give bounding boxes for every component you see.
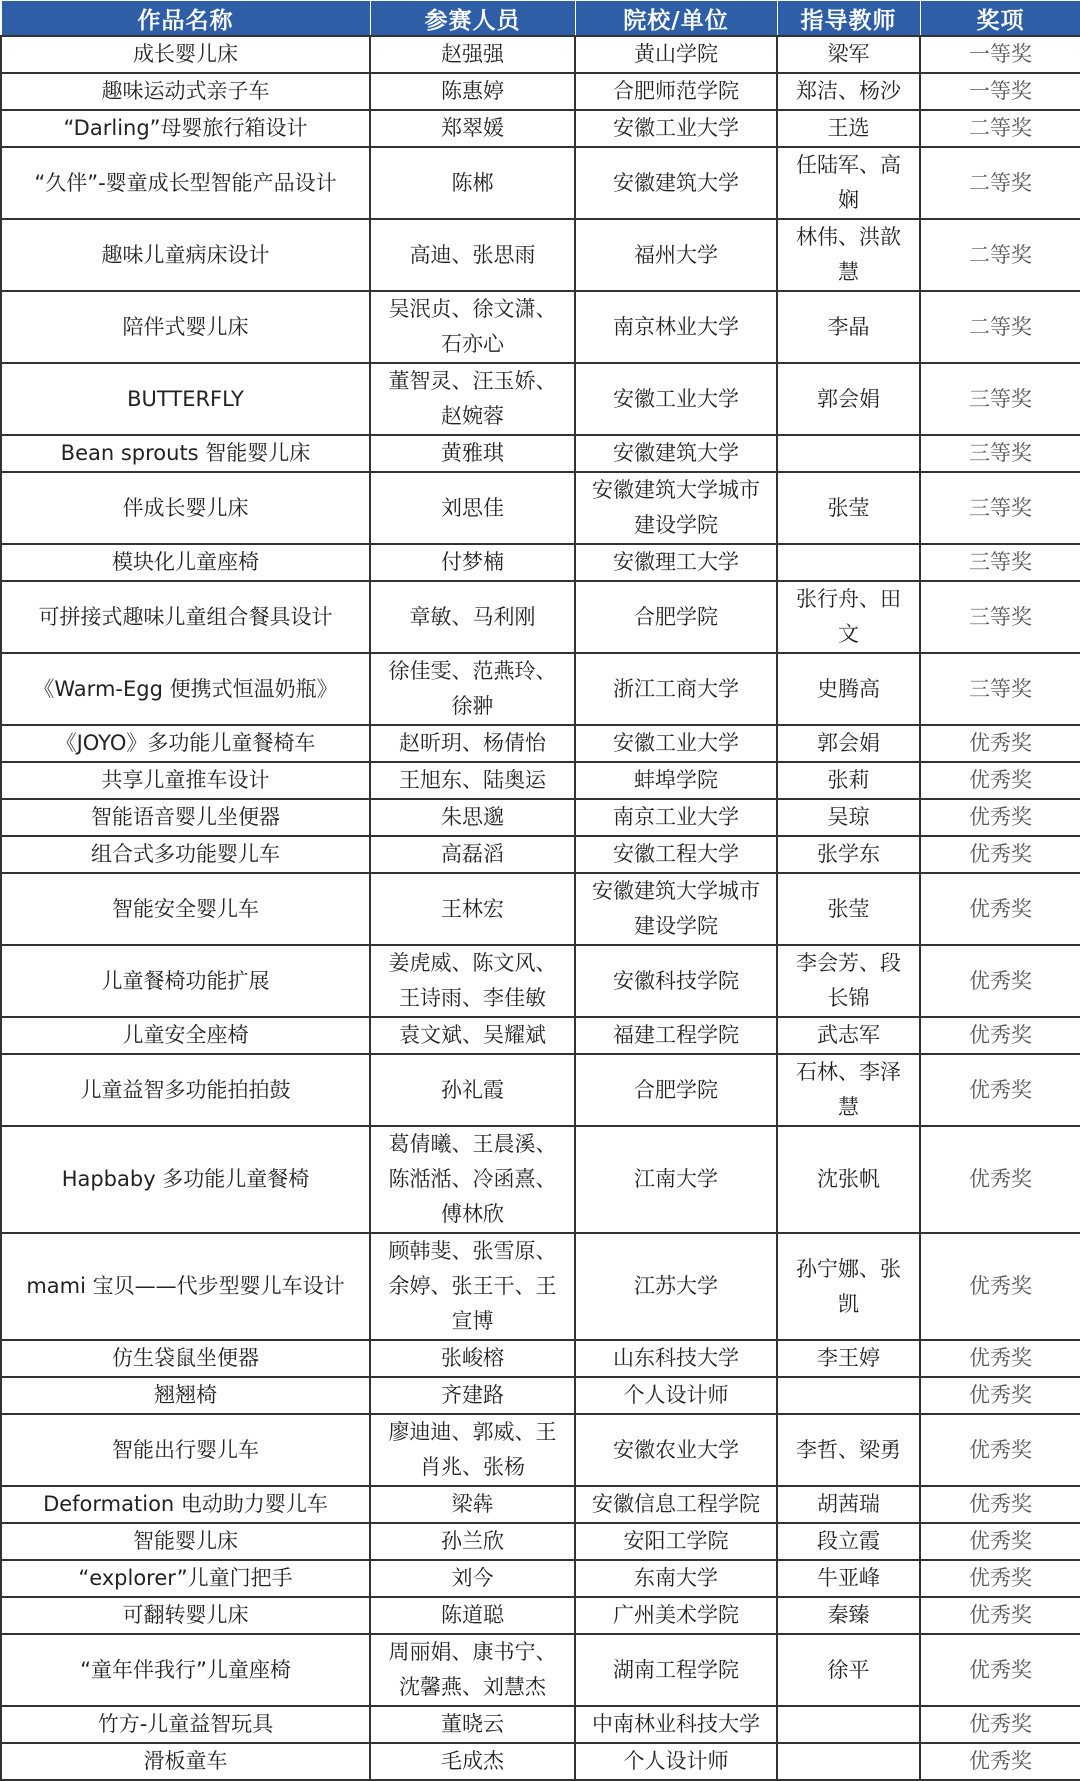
cell-work: 成长婴儿床 <box>1 36 370 73</box>
table-row <box>1 581 1080 653</box>
cell-work: 儿童餐椅功能扩展 <box>1 945 370 1017</box>
cell-award: 优秀奖 <box>920 1017 1080 1054</box>
cell-award: 优秀奖 <box>920 1523 1080 1560</box>
cell-school: 安徽理工大学 <box>575 544 777 581</box>
cell-award: 三等奖 <box>920 653 1080 725</box>
cell-school: 广州美术学院 <box>575 1597 777 1634</box>
table-row <box>1 762 1080 799</box>
table-row <box>1 653 1080 725</box>
cell-school: 安徽工程大学 <box>575 836 777 873</box>
table-row <box>1 836 1080 873</box>
table-row <box>1 363 1080 435</box>
cell-award: 优秀奖 <box>920 873 1080 945</box>
cell-work: 可拼接式趣味儿童组合餐具设计 <box>1 581 370 653</box>
cell-teacher: 张学东 <box>777 836 920 873</box>
cell-members: 周丽娟、康书宁、沈馨燕、刘慧杰 <box>370 1634 575 1706</box>
cell-award: 三等奖 <box>920 435 1080 472</box>
cell-award: 优秀奖 <box>920 762 1080 799</box>
cell-teacher: 孙宁娜、张凯 <box>777 1233 920 1340</box>
cell-award: 三等奖 <box>920 544 1080 581</box>
cell-teacher: 郭会娟 <box>777 725 920 762</box>
header-row <box>1 1 1080 37</box>
cell-members: 赵强强 <box>370 36 575 73</box>
cell-school: 福州大学 <box>575 219 777 291</box>
cell-members: 王旭东、陆奥运 <box>370 762 575 799</box>
cell-teacher: 林伟、洪歆慧 <box>777 219 920 291</box>
cell-members: 廖迪迪、郭威、王肖兆、张杨 <box>370 1414 575 1486</box>
cell-teacher: 史腾高 <box>777 653 920 725</box>
table-row <box>1 147 1080 219</box>
table-row <box>1 1126 1080 1233</box>
cell-members: 高磊滔 <box>370 836 575 873</box>
cell-teacher <box>777 1743 920 1780</box>
table-row <box>1 544 1080 581</box>
cell-school: 安徽建筑大学 <box>575 435 777 472</box>
cell-work: 模块化儿童座椅 <box>1 544 370 581</box>
cell-work: 儿童安全座椅 <box>1 1017 370 1054</box>
table-row <box>1 1560 1080 1597</box>
table-row <box>1 799 1080 836</box>
cell-school: 江南大学 <box>575 1126 777 1233</box>
cell-work: 滑板童车 <box>1 1743 370 1780</box>
cell-work: 陪伴式婴儿床 <box>1 291 370 363</box>
cell-teacher: 张行舟、田文 <box>777 581 920 653</box>
cell-work: 智能婴儿床 <box>1 1523 370 1560</box>
table-row <box>1 36 1080 73</box>
cell-award: 三等奖 <box>920 581 1080 653</box>
table-row <box>1 435 1080 472</box>
cell-award: 优秀奖 <box>920 1126 1080 1233</box>
cell-members: 陈道聪 <box>370 1597 575 1634</box>
table-row <box>1 945 1080 1017</box>
table-row <box>1 1340 1080 1377</box>
table-row <box>1 873 1080 945</box>
cell-school: 合肥学院 <box>575 1054 777 1126</box>
cell-members: 张峻榕 <box>370 1340 575 1377</box>
cell-members: 陈郴 <box>370 147 575 219</box>
cell-teacher: 徐平 <box>777 1634 920 1706</box>
cell-teacher: 牛亚峰 <box>777 1560 920 1597</box>
cell-teacher: 郑洁、杨沙 <box>777 73 920 110</box>
cell-teacher: 段立霞 <box>777 1523 920 1560</box>
cell-school: 个人设计师 <box>575 1743 777 1780</box>
table-row <box>1 1634 1080 1706</box>
cell-school: 安徽工业大学 <box>575 363 777 435</box>
table-row <box>1 110 1080 147</box>
cell-work: 《JOYO》多功能儿童餐椅车 <box>1 725 370 762</box>
cell-members: 陈惠婷 <box>370 73 575 110</box>
cell-members: 吴泯贞、徐文潇、石亦心 <box>370 291 575 363</box>
cell-school: 安徽信息工程学院 <box>575 1486 777 1523</box>
table-row <box>1 1523 1080 1560</box>
table-header <box>1 1 1080 37</box>
table-row <box>1 1597 1080 1634</box>
cell-teacher: 武志军 <box>777 1017 920 1054</box>
cell-members: 朱思邈 <box>370 799 575 836</box>
cell-teacher: 张莉 <box>777 762 920 799</box>
table-row <box>1 472 1080 544</box>
cell-award: 优秀奖 <box>920 1743 1080 1780</box>
cell-teacher: 李晶 <box>777 291 920 363</box>
cell-school: 安徽工业大学 <box>575 110 777 147</box>
cell-school: 合肥师范学院 <box>575 73 777 110</box>
cell-award: 优秀奖 <box>920 1377 1080 1414</box>
cell-members: 刘思佳 <box>370 472 575 544</box>
cell-award: 优秀奖 <box>920 945 1080 1017</box>
cell-award: 一等奖 <box>920 73 1080 110</box>
cell-members: 高迪、张思雨 <box>370 219 575 291</box>
cell-teacher <box>777 435 920 472</box>
cell-school: 南京林业大学 <box>575 291 777 363</box>
cell-work: 竹方-儿童益智玩具 <box>1 1706 370 1743</box>
cell-award: 优秀奖 <box>920 799 1080 836</box>
cell-members: 袁文斌、吴耀斌 <box>370 1017 575 1054</box>
cell-school: 安徽工业大学 <box>575 725 777 762</box>
cell-teacher: 张莹 <box>777 472 920 544</box>
cell-award: 优秀奖 <box>920 725 1080 762</box>
cell-award: 优秀奖 <box>920 1634 1080 1706</box>
cell-school: 湖南工程学院 <box>575 1634 777 1706</box>
cell-award: 二等奖 <box>920 110 1080 147</box>
cell-members: 章敏、马利刚 <box>370 581 575 653</box>
cell-school: 黄山学院 <box>575 36 777 73</box>
cell-members: 葛倩曦、王晨溪、陈湉湉、冷函熹、傅林欣 <box>370 1126 575 1233</box>
cell-school: 中南林业科技大学 <box>575 1706 777 1743</box>
cell-school: 安徽科技学院 <box>575 945 777 1017</box>
cell-teacher: 秦臻 <box>777 1597 920 1634</box>
cell-teacher: 李会芳、段长锦 <box>777 945 920 1017</box>
table-row <box>1 73 1080 110</box>
cell-work: BUTTERFLY <box>1 363 370 435</box>
cell-school: 江苏大学 <box>575 1233 777 1340</box>
cell-members: 毛成杰 <box>370 1743 575 1780</box>
table-row <box>1 1377 1080 1414</box>
cell-teacher: 梁军 <box>777 36 920 73</box>
cell-teacher: 石林、李泽慧 <box>777 1054 920 1126</box>
table-row <box>1 1486 1080 1523</box>
cell-members: 郑翠媛 <box>370 110 575 147</box>
cell-award: 优秀奖 <box>920 1706 1080 1743</box>
cell-teacher <box>777 1377 920 1414</box>
cell-members: 付梦楠 <box>370 544 575 581</box>
cell-work: 翘翘椅 <box>1 1377 370 1414</box>
cell-work: “童年伴我行”儿童座椅 <box>1 1634 370 1706</box>
table-row <box>1 1414 1080 1486</box>
table-row <box>1 1706 1080 1743</box>
cell-award: 优秀奖 <box>920 836 1080 873</box>
cell-teacher: 李哲、梁勇 <box>777 1414 920 1486</box>
cell-school: 合肥学院 <box>575 581 777 653</box>
table-row <box>1 219 1080 291</box>
cell-school: 山东科技大学 <box>575 1340 777 1377</box>
cell-award: 优秀奖 <box>920 1340 1080 1377</box>
header-school: 院校/单位 <box>575 1 777 37</box>
cell-school: 南京工业大学 <box>575 799 777 836</box>
cell-teacher <box>777 1706 920 1743</box>
cell-members: 王林宏 <box>370 873 575 945</box>
cell-award: 优秀奖 <box>920 1414 1080 1486</box>
cell-award: 优秀奖 <box>920 1054 1080 1126</box>
cell-work: 智能出行婴儿车 <box>1 1414 370 1486</box>
cell-work: Deformation 电动助力婴儿车 <box>1 1486 370 1523</box>
cell-school: 个人设计师 <box>575 1377 777 1414</box>
cell-school: 福建工程学院 <box>575 1017 777 1054</box>
cell-teacher <box>777 544 920 581</box>
cell-members: 董晓云 <box>370 1706 575 1743</box>
cell-school: 安阳工学院 <box>575 1523 777 1560</box>
cell-work: 智能安全婴儿车 <box>1 873 370 945</box>
cell-teacher: 张莹 <box>777 873 920 945</box>
header-work: 作品名称 <box>1 1 370 37</box>
cell-work: 组合式多功能婴儿车 <box>1 836 370 873</box>
cell-work: 《Warm-Egg 便携式恒温奶瓶》 <box>1 653 370 725</box>
cell-award: 优秀奖 <box>920 1486 1080 1523</box>
cell-members: 顾韩斐、张雪原、余婷、张王干、王宣博 <box>370 1233 575 1340</box>
table-row <box>1 1054 1080 1126</box>
cell-school: 安徽建筑大学城市建设学院 <box>575 472 777 544</box>
cell-work: 趣味运动式亲子车 <box>1 73 370 110</box>
cell-school: 浙江工商大学 <box>575 653 777 725</box>
cell-members: 黄雅琪 <box>370 435 575 472</box>
table-row <box>1 725 1080 762</box>
cell-teacher: 郭会娟 <box>777 363 920 435</box>
cell-award: 优秀奖 <box>920 1597 1080 1634</box>
cell-members: 孙礼霞 <box>370 1054 575 1126</box>
cell-teacher: 沈张帆 <box>777 1126 920 1233</box>
cell-work: “explorer”儿童门把手 <box>1 1560 370 1597</box>
cell-award: 优秀奖 <box>920 1233 1080 1340</box>
cell-members: 董智灵、汪玉娇、赵婉蓉 <box>370 363 575 435</box>
cell-work: 仿生袋鼠坐便器 <box>1 1340 370 1377</box>
cell-work: 伴成长婴儿床 <box>1 472 370 544</box>
cell-award: 一等奖 <box>920 36 1080 73</box>
cell-work: Bean sprouts 智能婴儿床 <box>1 435 370 472</box>
cell-award: 二等奖 <box>920 291 1080 363</box>
cell-members: 梁犇 <box>370 1486 575 1523</box>
cell-members: 齐建路 <box>370 1377 575 1414</box>
table-row <box>1 1017 1080 1054</box>
header-teacher: 指导教师 <box>777 1 920 37</box>
cell-members: 徐佳雯、范燕玲、徐翀 <box>370 653 575 725</box>
cell-members: 赵昕玥、杨倩怡 <box>370 725 575 762</box>
cell-teacher: 胡茜瑞 <box>777 1486 920 1523</box>
cell-award: 二等奖 <box>920 147 1080 219</box>
cell-work: 共享儿童推车设计 <box>1 762 370 799</box>
cell-award: 二等奖 <box>920 219 1080 291</box>
cell-work: 可翻转婴儿床 <box>1 1597 370 1634</box>
cell-work: 智能语音婴儿坐便器 <box>1 799 370 836</box>
cell-award: 优秀奖 <box>920 1560 1080 1597</box>
cell-members: 姜虎威、陈文风、王诗雨、李佳敏 <box>370 945 575 1017</box>
cell-school: 东南大学 <box>575 1560 777 1597</box>
header-award: 奖项 <box>920 1 1080 37</box>
cell-school: 安徽建筑大学城市建设学院 <box>575 873 777 945</box>
cell-work: Hapbaby 多功能儿童餐椅 <box>1 1126 370 1233</box>
cell-work: 趣味儿童病床设计 <box>1 219 370 291</box>
table-row <box>1 291 1080 363</box>
cell-teacher: 李王婷 <box>777 1340 920 1377</box>
cell-teacher: 任陆军、高娴 <box>777 147 920 219</box>
cell-award: 三等奖 <box>920 472 1080 544</box>
cell-work: “Darling”母婴旅行箱设计 <box>1 110 370 147</box>
cell-school: 安徽农业大学 <box>575 1414 777 1486</box>
header-members: 参赛人员 <box>370 1 575 37</box>
cell-members: 刘今 <box>370 1560 575 1597</box>
cell-school: 安徽建筑大学 <box>575 147 777 219</box>
cell-members: 孙兰欣 <box>370 1523 575 1560</box>
cell-school: 蚌埠学院 <box>575 762 777 799</box>
cell-work: “久伴”-婴童成长型智能产品设计 <box>1 147 370 219</box>
table-row <box>1 1743 1080 1780</box>
table-row <box>1 1233 1080 1340</box>
cell-teacher: 王选 <box>777 110 920 147</box>
table-body <box>1 36 1080 1780</box>
cell-teacher: 吴琼 <box>777 799 920 836</box>
cell-award: 三等奖 <box>920 363 1080 435</box>
cell-work: 儿童益智多功能拍拍鼓 <box>1 1054 370 1126</box>
cell-work: mami 宝贝——代步型婴儿车设计 <box>1 1233 370 1340</box>
